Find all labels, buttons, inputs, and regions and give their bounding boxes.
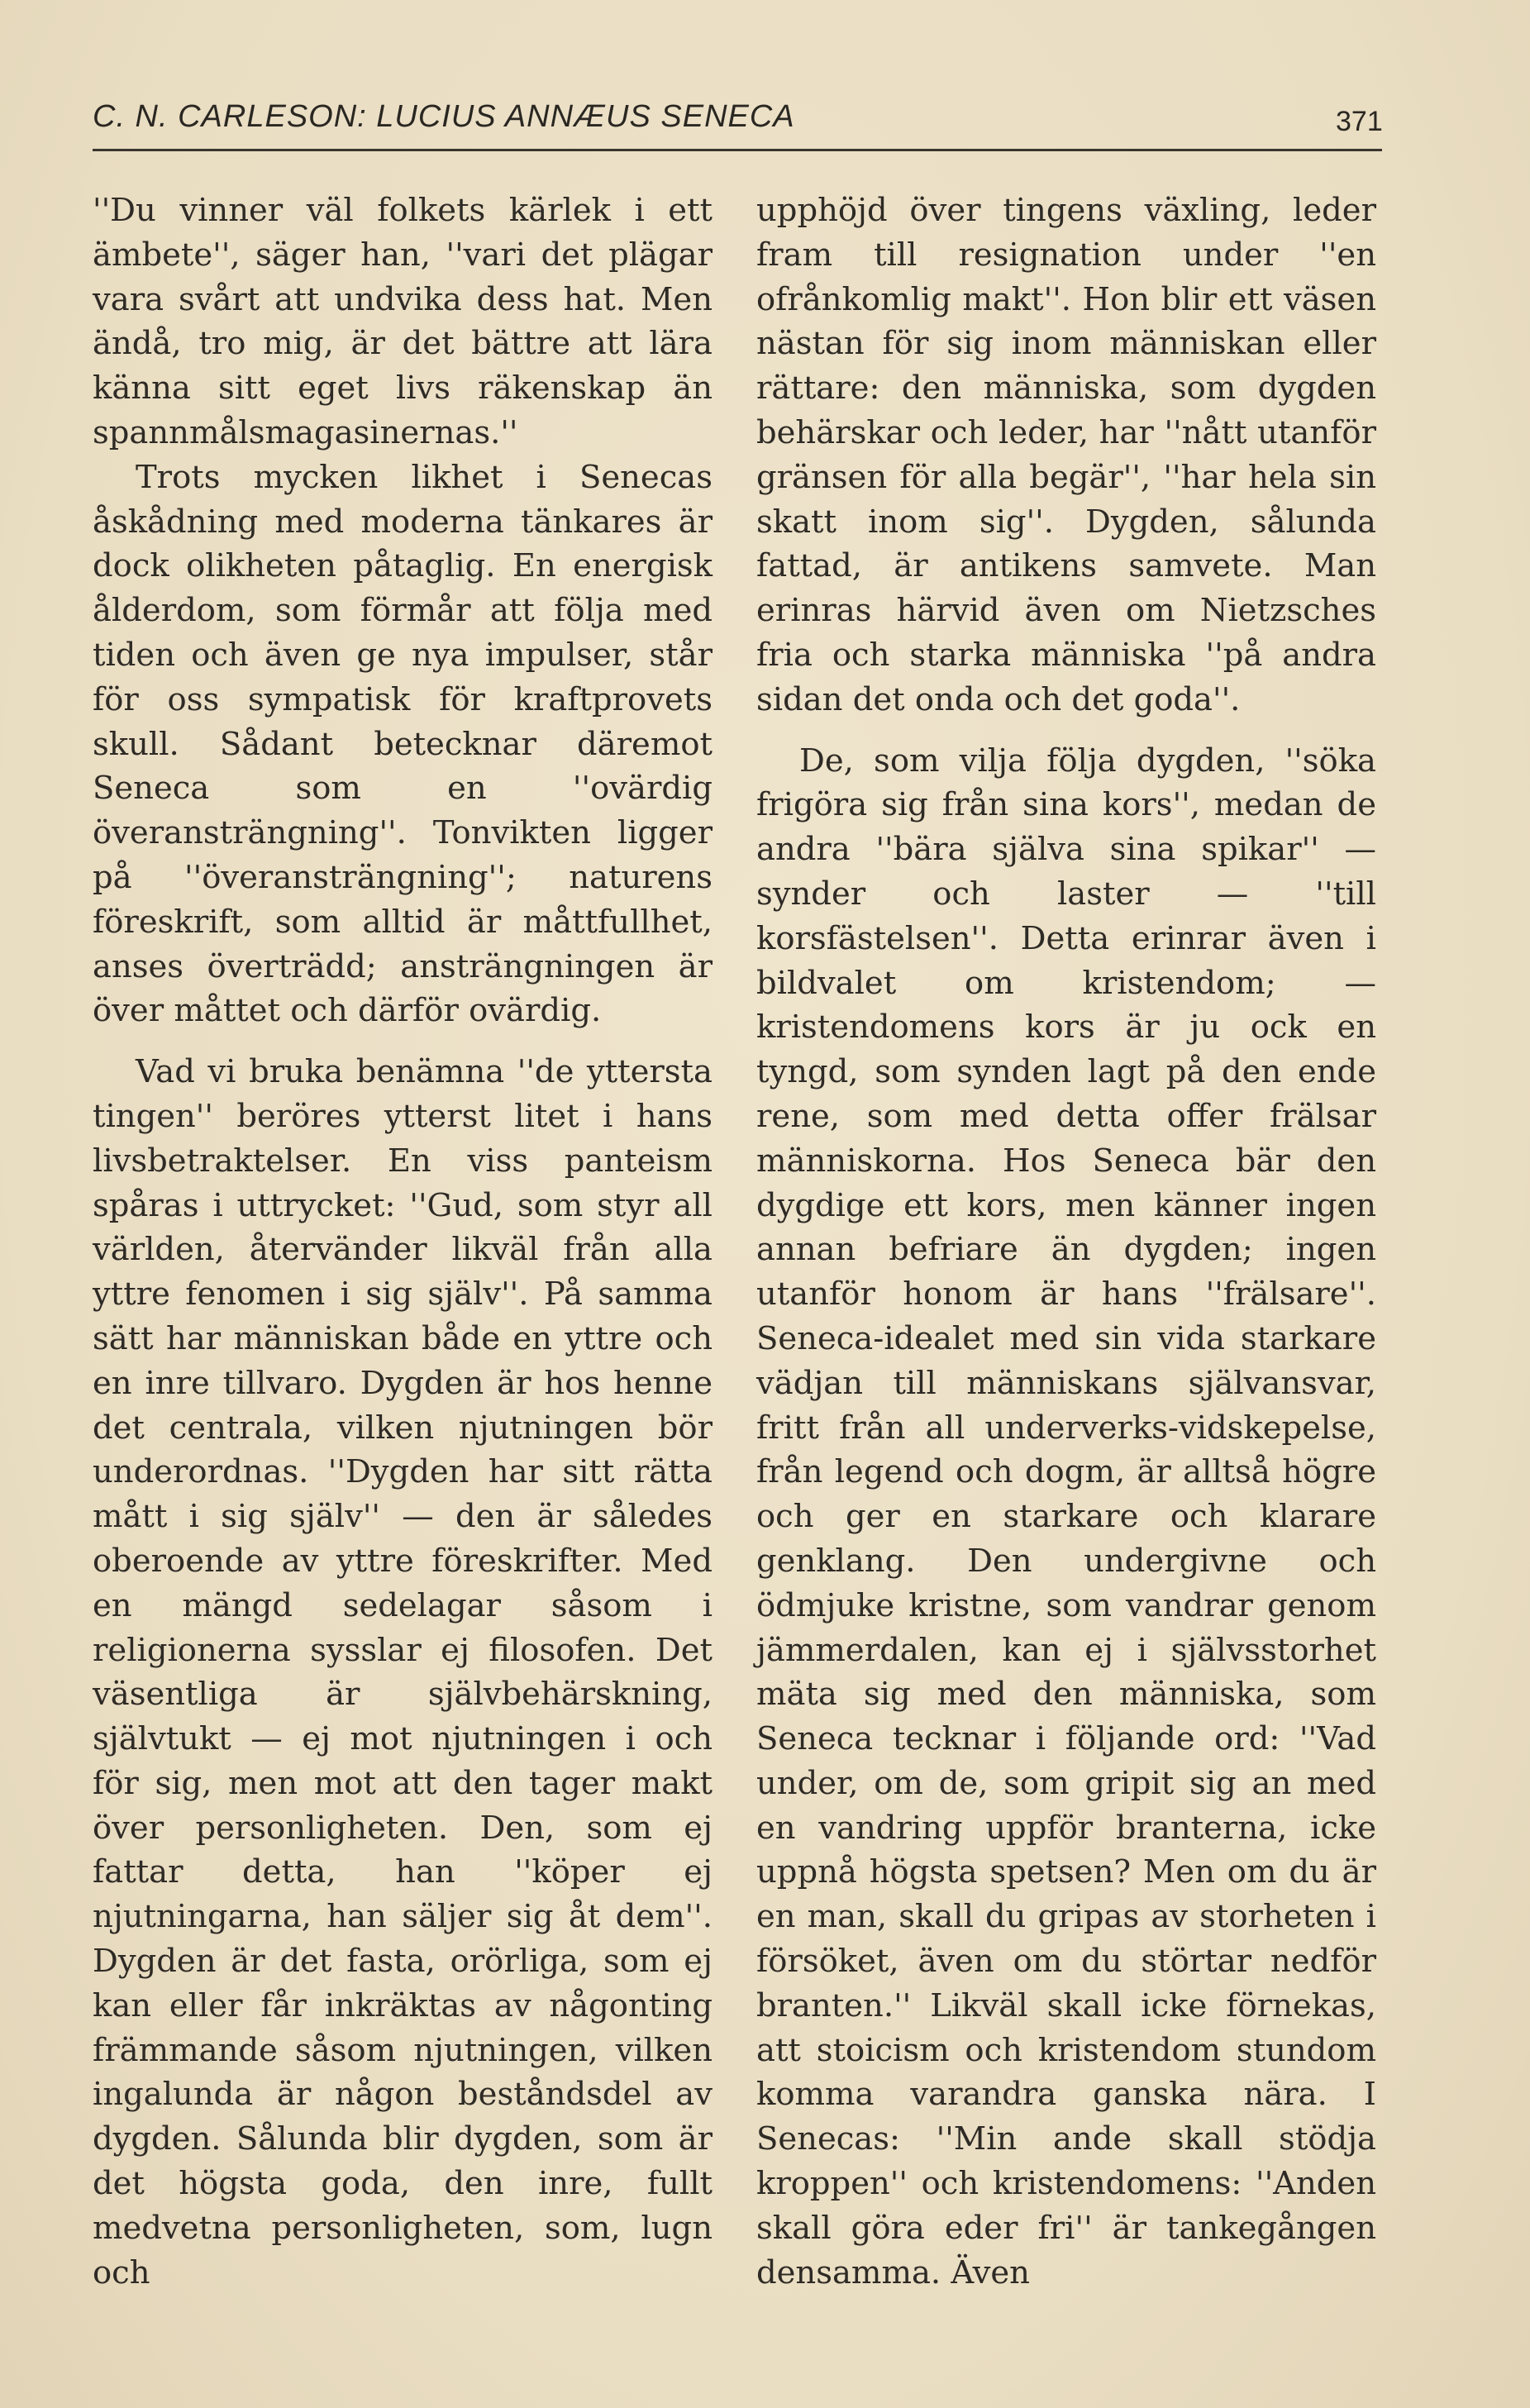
page-number: 371	[1336, 106, 1383, 137]
paragraph: upphöjd över tingens växling, leder fram till resignation under ''en ofrånkomlig makt''. Hon blir ett väsen nästan för sig inom människan eller rättare: den människa, som dygden behärskar och leder, har ''nått utanför gränsen för alla begär'', ''har hela sin skatt inom sig''. Dygden, sålunda fattad, är antikens samvete. Man erinras härvid även om Nietzsches fria och starka människa ''på andra sidan det onda och det goda''.	[756, 192, 1376, 718]
running-title: C. N. CARLESON: LUCIUS ANNÆUS SENECA	[93, 99, 795, 134]
right-text-column	[756, 188, 1376, 2295]
paragraph: De, som vilja följa dygden, ''söka frigöra sig från sina kors'', medan de andra ''bära själva sina spikar'' — synder och laster — ''till korsfästelsen''. Detta erinrar även i bildvalet om kristendom; — kristendomens kors är ju ock en tyngd, som synden lagt på den ende rene, som med detta offer frälsar människorna. Hos Seneca bär den dygdige ett kors, men känner ingen annan befriare än dygden; ingen utanför honom är hans ''frälsare''. Seneca-idealet med sin vida starkare vädjan till människans självansvar, fritt från all underverks-vidskepelse, från legend och dogm, är alltså högre och ger en starkare och klarare genklang. Den undergivne och ödmjuke kristne, som vandrar genom jämmerdalen, kan ej i självsstorhet mäta sig med den människa, som Seneca tecknar i följande ord: ''Vad under, om de, som gripit sig an med en vandring uppför branterna, icke uppnå högsta spetsen? Men om du är en man, skall du gripas av storheten i försöket, även om du störtar nedför branten.'' Likväl skall icke förnekas, att stoicism och kristendom stundom komma varandra ganska nära. I Senecas: ''Min ande skall stödja kroppen'' och kristendomens: ''Anden skall göra eder fri'' är tankegången densamma. Även	[756, 741, 1376, 2291]
header-rule	[93, 149, 1382, 151]
paragraph: ''Du vinner väl folkets kärlek i ett ämbete'', säger han, ''vari det plägar vara svårt att undvika dess hat. Men ändå, tro mig, är det bättre att lära känna sitt eget livs räkenskap än spannmålsmagasinernas.''	[93, 192, 713, 451]
paragraph: Trots mycken likhet i Senecas åskådning med moderna tänkares är dock olikheten påtaglig. En energisk ålderdom, som förmår att följa med tiden och även ge nya impulser, står för oss sympatisk för kraftprovets skull. Sådant betecknar däremot Seneca som en ''ovärdig överansträngning''. Tonvikten ligger på ''överansträngning''; naturens föreskrift, som alltid är måttfullhet, anses överträdd; ansträngningen är över måttet och därför ovärdig.	[93, 458, 713, 1030]
left-text-column	[93, 188, 713, 2295]
paragraph: Vad vi bruka benämna ''de yttersta tingen'' beröres ytterst litet i hans livsbetraktelser. En viss panteism spåras i uttrycket: ''Gud, som styr all världen, återvänder likväl från alla yttre fenomen i sig själv''. På samma sätt har människan både en yttre och en inre tillvaro. Dygden är hos henne det centrala, vilken njutningen bör underordnas. ''Dygden har sitt rätta mått i sig själv'' — den är således oberoende av yttre föreskrifter. Med en mängd sedelagar såsom i religionerna sysslar ej filosofen. Det väsentliga är självbehärskning, självtukt — ej mot njutningen i och för sig, men mot att den tager makt över personligheten. Den, som ej fattar detta, han ''köper ej njutningarna, han säljer sig åt dem''. Dygden är det fasta, orörliga, som ej kan eller får inkräktas av någonting främmande såsom njutningen, vilken ingalunda är någon beståndsdel av dygden. Sålunda blir dygden, som är det högsta goda, den inre, fullt medvetna personligheten, som, lugn och	[93, 1053, 713, 2291]
